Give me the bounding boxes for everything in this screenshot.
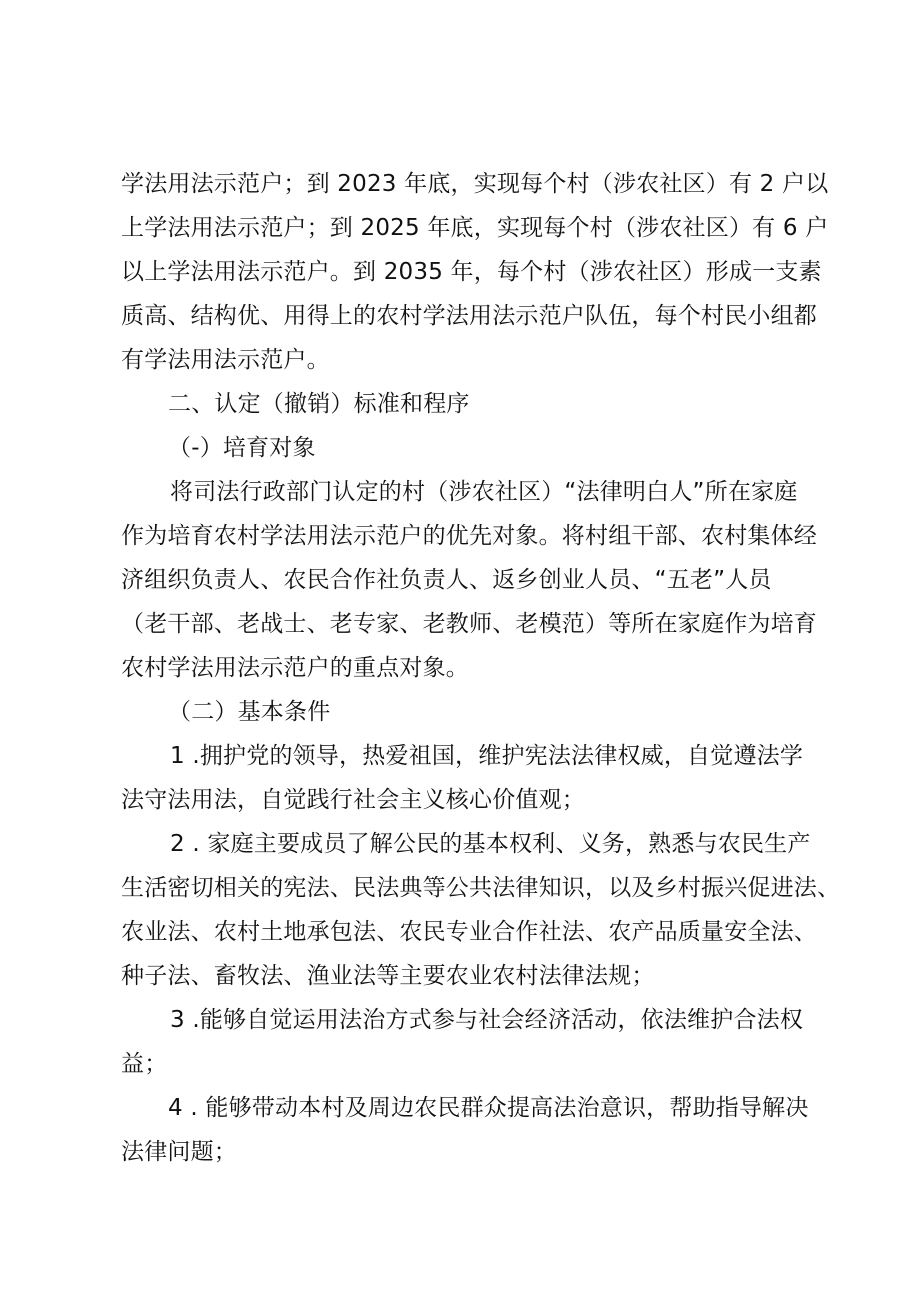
list-item-line: 法律问题； — [121, 1139, 237, 1165]
paragraph-line: 以上学法用法示范户。到 2035 年，每个村（涉农社区）形成一支素 — [121, 259, 822, 285]
list-item-line: 生活密切相关的宪法、民法典等公共法律知识，以及乡村振兴促进法、 — [121, 875, 841, 901]
paragraph-line: 农村学法用法示范户的重点对象。 — [121, 655, 469, 681]
list-item-line: 农业法、农村土地承包法、农民专业合作社法、农产品质量安全法、 — [121, 919, 817, 945]
paragraph-line: 上学法用法示范户；到 2025 年底，实现每个村（涉农社区）有 6 户 — [121, 215, 829, 241]
paragraph-line: 有学法用法示范户。 — [121, 347, 330, 373]
paragraph-line: 济组织负责人、农民合作社负责人、返乡创业人员、“五老”人员 — [121, 567, 772, 593]
subsection-heading: （-）培育对象 — [168, 435, 316, 461]
list-item-line: 法守法用法，自觉践行社会主义核心价值观； — [121, 787, 585, 813]
list-item-line: 种子法、畜牧法、渔业法等主要农业农村法律法规； — [121, 963, 655, 989]
paragraph-line: （老干部、老战士、老专家、老教师、老模范）等所在家庭作为培育 — [121, 611, 817, 637]
list-item-line: 2 . 家庭主要成员了解公民的基本权利、义务，熟悉与农民生产 — [170, 831, 811, 857]
paragraph-line: 学法用法示范户；到 2023 年底，实现每个村（涉农社区）有 2 户以 — [121, 171, 829, 197]
list-item-line: 益； — [121, 1051, 168, 1077]
section-heading: 二、认定（撤销）标准和程序 — [168, 391, 470, 417]
paragraph-line: 质高、结构优、用得上的农村学法用法示范户队伍，每个村民小组都 — [121, 303, 817, 329]
list-item-line: 4 . 能够带动本村及周边农民群众提高法治意识，帮助指导解决 — [168, 1095, 809, 1121]
subsection-heading: （二）基本条件 — [168, 699, 331, 725]
paragraph-line: 将司法行政部门认定的村（涉农社区）“法律明白人”所在家庭 — [170, 479, 798, 505]
paragraph-line: 作为培育农村学法用法示范户的优先对象。将村组干部、农村集体经 — [121, 523, 817, 549]
list-item-line: 1 .拥护党的领导，热爱祖国，维护宪法法律权威，自觉遵法学 — [170, 743, 804, 769]
list-item-line: 3 .能够自觉运用法治方式参与社会经济活动，依法维护合法权 — [170, 1007, 804, 1033]
